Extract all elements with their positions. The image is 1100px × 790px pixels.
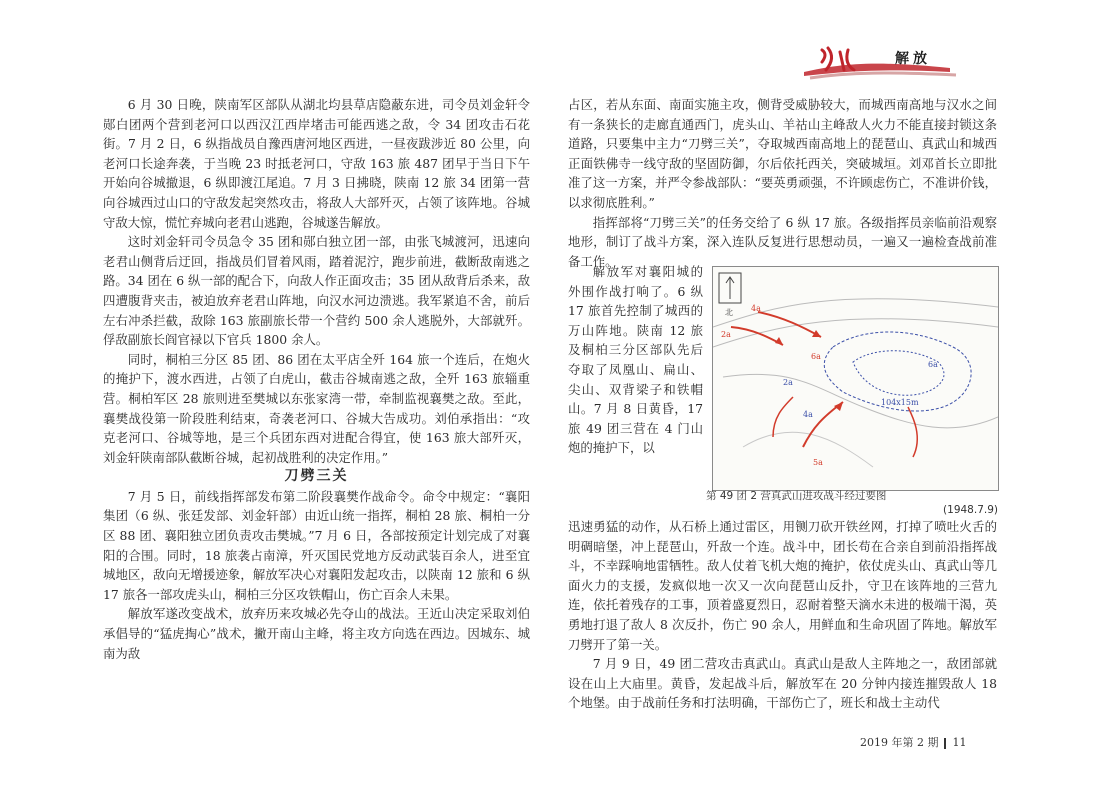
paragraph: 这时刘金轩司令员急令 35 团和郧白独立团一部，由张飞城渡河，迅速向老君山侧背后迂回，指战员们冒着风雨，踏着泥泞，跑步前进，截断敌南逃之路。34 团在 6 纵一部的配合下，向敌人作正面攻击；35 团从敌背后杀来，敌四遭腹背夹击，被迫放弃老君山阵地，向汉水河边溃逃。我军紧追不舍，前后左右冲杀拦截，敌除 163 旅副旅长带一个营约 500 余人逃脱外，大部就歼。俘敌副旅长阎官禄以下官兵 1800 余人。 bbox=[103, 234, 530, 348]
paragraph: 解放军遂改变战术，放弃历来攻城必先夺山的战法。王近山决定采取刘伯承倡导的“猛虎掏心”战术，撇开南山主峰，将主攻方向选在西边。因城东、城南为敌 bbox=[103, 606, 530, 661]
map-label: 4a bbox=[803, 410, 813, 419]
map-label: 北 bbox=[725, 308, 733, 317]
issue-label: 2019 年第 2 期 bbox=[860, 736, 939, 749]
magazine-header-logo bbox=[800, 42, 960, 82]
map-label: 5a bbox=[813, 458, 823, 467]
paragraph: 迅速勇猛的动作，从石桥上通过雷区，用铡刀砍开铁丝网，打掉了喷吐火舌的明碉暗堡，冲上琵琶山，歼敌一个连。战斗中，团长苟在合亲自到前沿指挥战斗，不幸踩响地雷牺牲。敌人仗着飞机大炮的掩护，依仗虎头山、真武山等几面火力的支援，发疯似地一次又一次向琵琶山反扑，守卫在该阵地的三营九连，依托着残存的工事，顶着盛夏烈日，忍耐着整天滴水未进的极端干渴，英勇地打退了敌人 8 次反扑，伤亡 90 余人，用鲜血和生命巩固了阵地。解放军刀劈开了第一关。 bbox=[568, 519, 997, 652]
map-label: 6a bbox=[811, 352, 821, 361]
paragraph: 占区，若从东面、南面实施主攻，侧背受威胁较大，而城西南高地与汉水之间有一条狭长的走廊直通西门，虎头山、羊祜山主峰敌人火力不能直接封锁这条道路，只要集中主力“刀劈三关”，夺取城西南高地上的琵琶山、真武山和城西正面铁佛寺一线守敌的坚固防御，尔后依托西关，突破城垣。刘邓首长立即批准了这一方案，并严令参战部队：“要英勇顽强，不许顾虑伤亡，不准讲价钱，以求彻底胜利。” bbox=[568, 97, 997, 210]
battle-map-figure bbox=[712, 266, 999, 491]
left-text-column bbox=[103, 95, 530, 663]
map-label: 104x15m bbox=[881, 398, 919, 407]
page-number: 11 bbox=[952, 736, 967, 749]
page-footer bbox=[860, 734, 966, 750]
paragraph: 指挥部将“刀劈三关”的任务交给了 6 纵 17 旅。各级指挥员亲临前沿观察地形，制订了战斗方案，深入连队反复进行思想动员，一遍又一遍检查战前准备工作。 bbox=[568, 214, 997, 269]
map-label: 2a bbox=[721, 330, 731, 339]
right-text-column-narrow bbox=[568, 262, 703, 458]
map-label: 2a bbox=[783, 378, 793, 387]
battle-map-icon bbox=[713, 267, 998, 490]
map-caption bbox=[706, 489, 998, 517]
paragraph: 7 月 5 日，前线指挥部发布第二阶段襄樊作战命令。命令中规定：“襄阳集团（6 纵、张廷发部、刘金轩部）由近山统一指挥，桐柏 28 旅、桐柏一分区 88 团、襄阳独立团负责攻击樊城。”7 月 6 日，各部按预定计划完成了对襄阳的合围。同时，18 旅袭占南漳，歼灭国民党地方反动武装百余人，进至宜城地区，敌向无增援迹象，解放军决心对襄阳发起攻击，以陕南 12 旅和 6 纵 17 旅各一部攻虎头山，桐柏三分区攻铁帽山，伤亡百余人未果。 bbox=[103, 488, 530, 602]
footer-divider bbox=[944, 738, 946, 749]
section-title: 刀劈三关 bbox=[284, 468, 349, 485]
map-label: 6a bbox=[928, 360, 938, 369]
map-caption-text: 第 49 团 2 营真武山进攻战斗经过要图 bbox=[706, 490, 887, 502]
paragraph: 7 月 9 日，49 团二营攻击真武山。真武山是敌人主阵地之一，敌团部就设在山上大庙里。黄昏，发起战斗后，解放军在 20 分钟内接连摧毁敌人 18 个地堡。由于战前任务和打法明确，干部伤亡了，班长和战士主动代 bbox=[568, 656, 997, 711]
right-text-column-bottom bbox=[568, 517, 997, 713]
map-caption-date: (1948.7.9) bbox=[943, 504, 998, 516]
header-brand-text: 解放 bbox=[895, 51, 931, 67]
paragraph: 解放军对襄阳城的外围作战打响了。6 纵 17 旅首先控制了城西的万山阵地。陕南 12 旅及桐柏三分区部队先后夺取了凤凰山、扁山、尖山、双背梁子和铁帽山。7 月 8 日黄昏，17 旅 49 团三营在 4 门山炮的掩护下，以 bbox=[568, 264, 703, 456]
paragraph: 6 月 30 日晚，陕南军区部队从湖北均县草店隐蔽东进，司令员刘金轩令郧白团两个营到老河口以西汉江西岸堵击可能西逃之敌，令 34 团攻击石花街。7 月 2 日，6 纵指战员自豫西唐河地区西进，一昼夜跋涉近 80 公里，向老河口长途奔袭，于当晚 23 时抵老河口，守敌 163 旅 487 团早于当日下午开始向谷城撤退，6 纵即渡江尾追。7 月 3 日拂晓，陕南 12 旅 34 团第一营向谷城西过山口的守敌发起突然攻击，将敌人大部歼灭，占领了该阵地。谷城守敌大惊，慌忙弃城向老君山逃跑，谷城遂告解放。 bbox=[103, 97, 530, 230]
brush-stroke-logo-icon bbox=[800, 42, 960, 82]
paragraph: 同时，桐柏三分区 85 团、86 团在太平店全歼 164 旅一个连后，在炮火的掩护下，渡水西进，占领了白虎山，截击谷城南逃之敌，全歼 163 旅辎重营。桐柏军区 28 旅则进至樊城以东张家湾一带，牵制监视襄樊之敌。至此，襄樊战役第一阶段胜利结束，奇袭老河口、谷城大告成功。刘伯承指出：“攻克老河口、谷城等地，是三个兵团东西对进配合得宜，使 163 旅大部歼灭，刘金轩陕南部队截断谷城，起初战胜利的决定作用。” bbox=[103, 351, 530, 465]
right-text-column-top bbox=[568, 95, 997, 271]
map-label: 4a bbox=[751, 304, 761, 313]
